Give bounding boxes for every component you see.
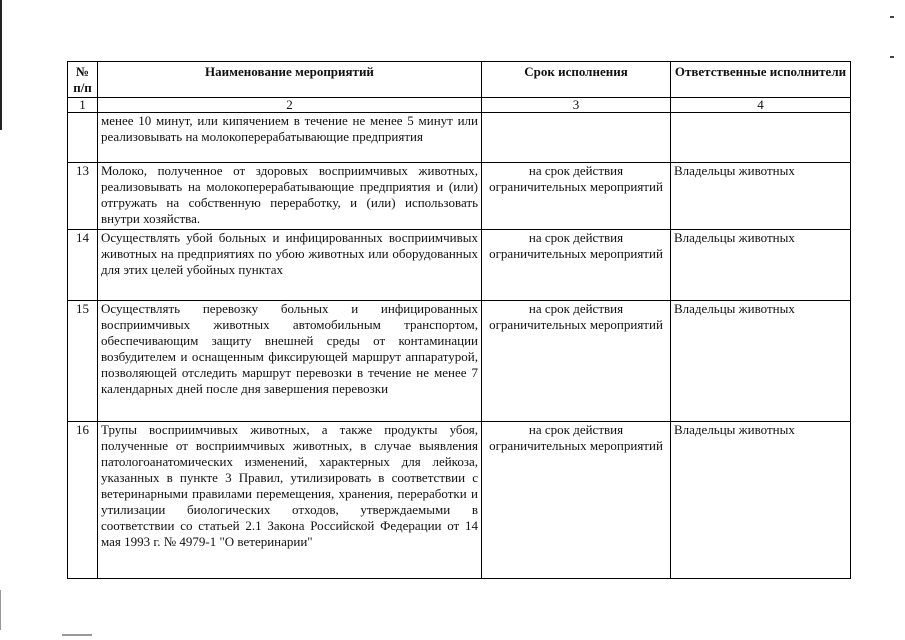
- row-term: на срок действия ограничительных мероприятий: [482, 230, 671, 301]
- scan-edge-line: [0, 0, 2, 130]
- row-term: на срок действия ограничительных мероприятий: [482, 163, 671, 230]
- table-row: [68, 422, 851, 579]
- col-number: 4: [671, 98, 851, 113]
- row-num: 13: [68, 163, 98, 230]
- header-resp: Ответственные исполнители: [671, 62, 851, 98]
- table-header-row: [68, 62, 851, 98]
- row-measure: Молоко, полученное от здоровых восприимчивых животных, реализовывать на молокоперерабатывающие предприятия и (или) отгружать на собственную переработку, и (или) использовать внутри хозяйства.: [98, 163, 482, 230]
- row-measure: Осуществлять убой больных и инфицированных восприимчивых животных на предприятиях по убою животных или оборудованных для этих целей убойных пунктах: [98, 230, 482, 301]
- row-term: на срок действия ограничительных мероприятий: [482, 301, 671, 422]
- header-name: Наименование мероприятий: [98, 62, 482, 98]
- row-responsible: Владельцы животных: [671, 230, 851, 301]
- row-measure: менее 10 минут, или кипячением в течение не менее 5 минут или реализовывать на молокоперерабатывающие предприятия: [98, 113, 482, 163]
- row-num: [68, 113, 98, 163]
- scan-mark: [62, 634, 92, 636]
- row-responsible: Владельцы животных: [671, 422, 851, 579]
- col-number: 1: [68, 98, 98, 113]
- row-measure: Осуществлять перевозку больных и инфицированных восприимчивых животных автомобильным транспортом, обеспечивающим защиту внешней среды от контаминации возбудителем и оснащенным фиксирующей маршрут аппаратурой, позволяющей отследить маршрут перевозки в течение не менее 7 календарных дней после дня завершения перевозки: [98, 301, 482, 422]
- table-row: [68, 301, 851, 422]
- scan-edge-line-bottom: [0, 590, 1, 630]
- row-responsible: Владельцы животных: [671, 163, 851, 230]
- row-responsible: [671, 113, 851, 163]
- row-responsible: Владельцы животных: [671, 301, 851, 422]
- col-number: 3: [482, 98, 671, 113]
- row-term: [482, 113, 671, 163]
- table-row: [68, 230, 851, 301]
- column-number-row: [68, 98, 851, 113]
- measures-table: [67, 61, 851, 579]
- scan-mark: [890, 56, 894, 58]
- scan-mark: [890, 16, 894, 18]
- row-measure: Трупы восприимчивых животных, а также продукты убоя, полученные от восприимчивых животных, в случае выявления патологоанатомических изменений, характерных для лейкоза, указанных в пункте 3 Правил, утилизировать в соответствии с ветеринарными правилами перемещения, хранения, переработки и утилизации биологических отходов, утверждаемыми в соответствии со статьей 2.1 Закона Российской Федерации от 14 мая 1993 г. № 4979-1 "О ветеринарии": [98, 422, 482, 579]
- row-term: на срок действия ограничительных мероприятий: [482, 422, 671, 579]
- header-num: № п/п: [68, 62, 98, 98]
- table-row: [68, 163, 851, 230]
- row-num: 15: [68, 301, 98, 422]
- row-num: 16: [68, 422, 98, 579]
- table-row: [68, 113, 851, 163]
- col-number: 2: [98, 98, 482, 113]
- header-term: Срок исполнения: [482, 62, 671, 98]
- row-num: 14: [68, 230, 98, 301]
